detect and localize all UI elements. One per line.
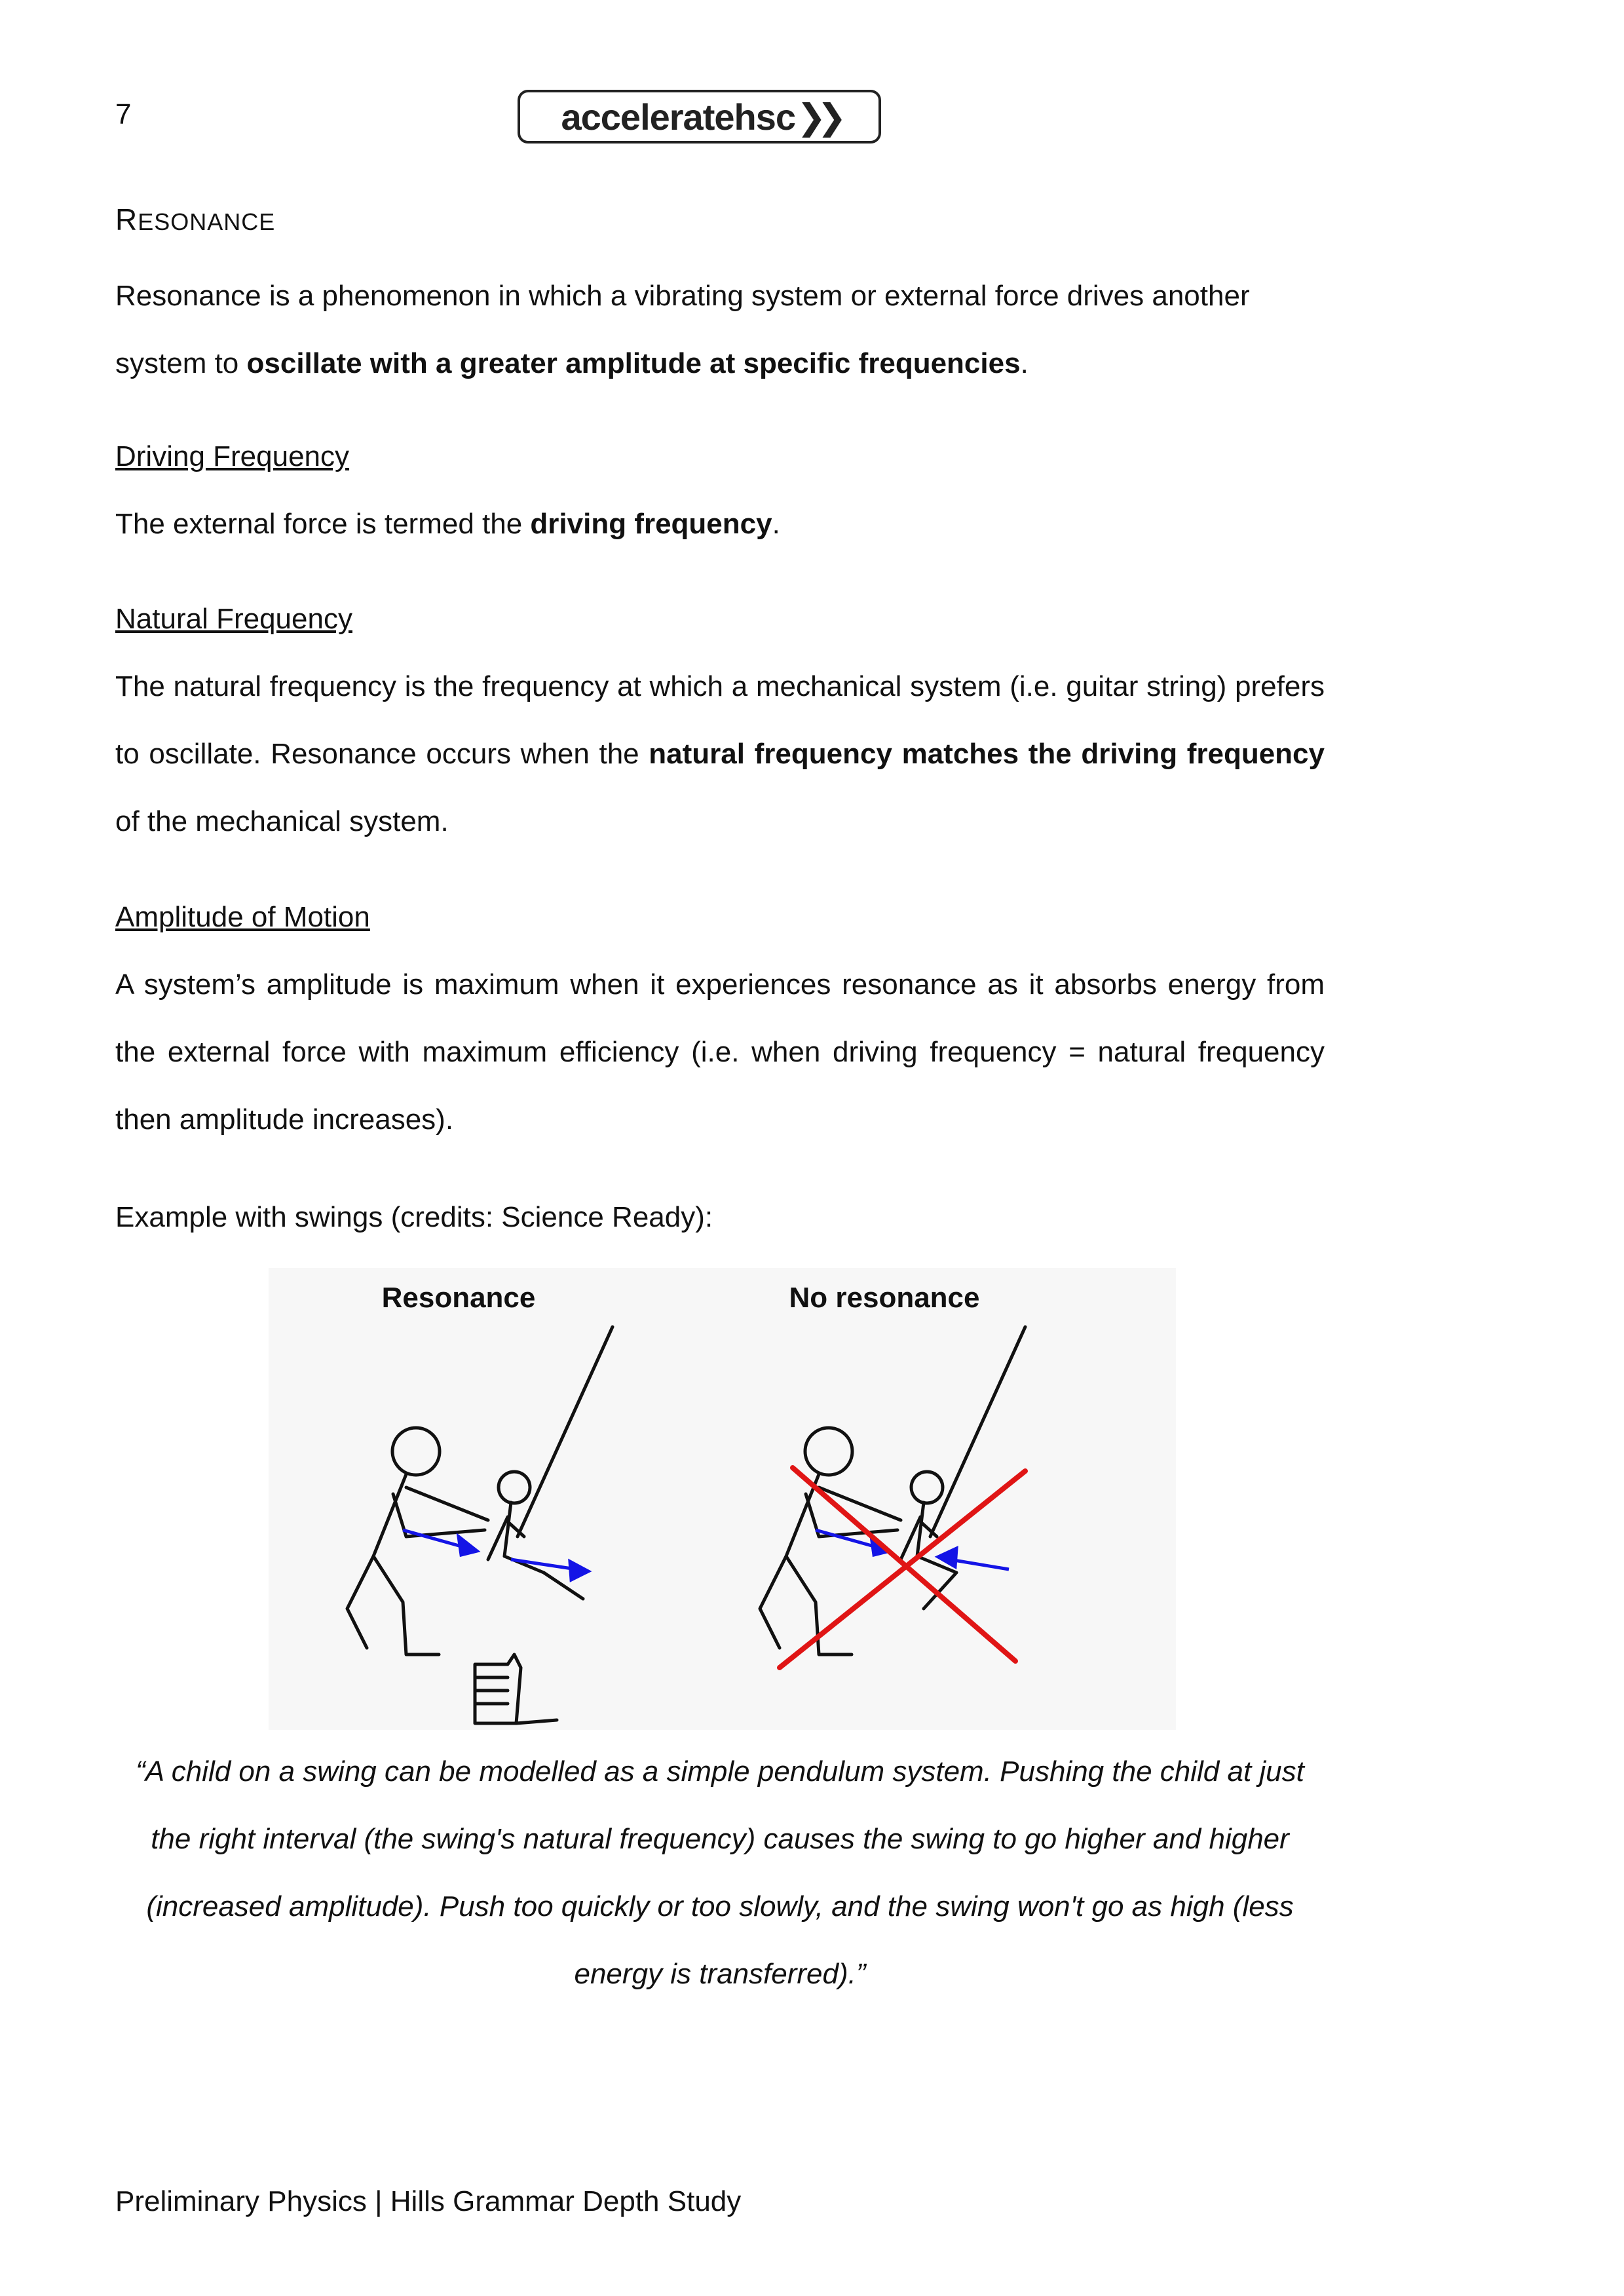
swing-quote: “A child on a swing can be modelled as a simple pendulum system. Pushing the child at just the right interval (the swing's natural frequency) causes the swing to go higher and higher (increased amplitude). Push too quickly or too slowly, and the swing won't go as high (less energy is transferred).” — [136, 1755, 1304, 1990]
driving-paragraph — [115, 490, 1325, 558]
intro-bold: oscillate with a greater amplitude at specific frequencies — [246, 347, 1021, 379]
page-number: 7 — [115, 98, 132, 130]
logo-chevrons-icon: ❯❯ — [797, 97, 838, 137]
figure-background — [269, 1268, 1176, 1730]
footer-subject: Preliminary Physics — [115, 2185, 367, 2217]
natural-frequency-title: Natural Frequency — [115, 603, 352, 635]
section-heading — [115, 202, 275, 237]
figure-label-no-resonance: No resonance — [789, 1282, 980, 1314]
swing-resonance-figure — [269, 1268, 1176, 1730]
logo-text: acceleratehsc — [561, 96, 795, 138]
heading-initial: R — [115, 202, 138, 237]
amplitude-title: Amplitude of Motion — [115, 901, 370, 933]
heading-rest: ESONANCE — [138, 208, 276, 235]
page-footer — [115, 2185, 741, 2218]
driving-end: . — [772, 508, 780, 540]
driving-text: The external force is termed the — [115, 508, 531, 540]
footer-school: Hills Grammar Depth Study — [390, 2185, 742, 2217]
intro-end: . — [1020, 347, 1029, 379]
accelerate-logo — [518, 90, 881, 144]
footer-separator: | — [375, 2185, 383, 2217]
example-caption: Example with swings (credits: Science Ready): — [115, 1201, 713, 1233]
driving-frequency-title: Driving Frequency — [115, 440, 350, 472]
intro-text: Resonance is a phenomenon in which a vibrating system or external force drives another system to — [115, 280, 1250, 379]
figure-label-resonance: Resonance — [381, 1282, 536, 1314]
natural-end: of the mechanical system. — [115, 805, 449, 837]
driving-bold: driving frequency — [530, 508, 772, 540]
natural-paragraph — [115, 653, 1325, 855]
intro-paragraph — [115, 262, 1325, 397]
natural-text: The natural frequency is the frequency at which a mechanical system (i.e. guitar string) prefers to oscillate. Resonance occurs when the — [115, 670, 1325, 770]
amplitude-paragraph: A system’s amplitude is maximum when it experiences resonance as it absorbs energy from the external force with maximum efficiency (i.e. when driving frequency = natural frequency then amplitude increases). — [115, 968, 1325, 1136]
natural-bold: natural frequency matches the driving frequency — [649, 738, 1325, 770]
